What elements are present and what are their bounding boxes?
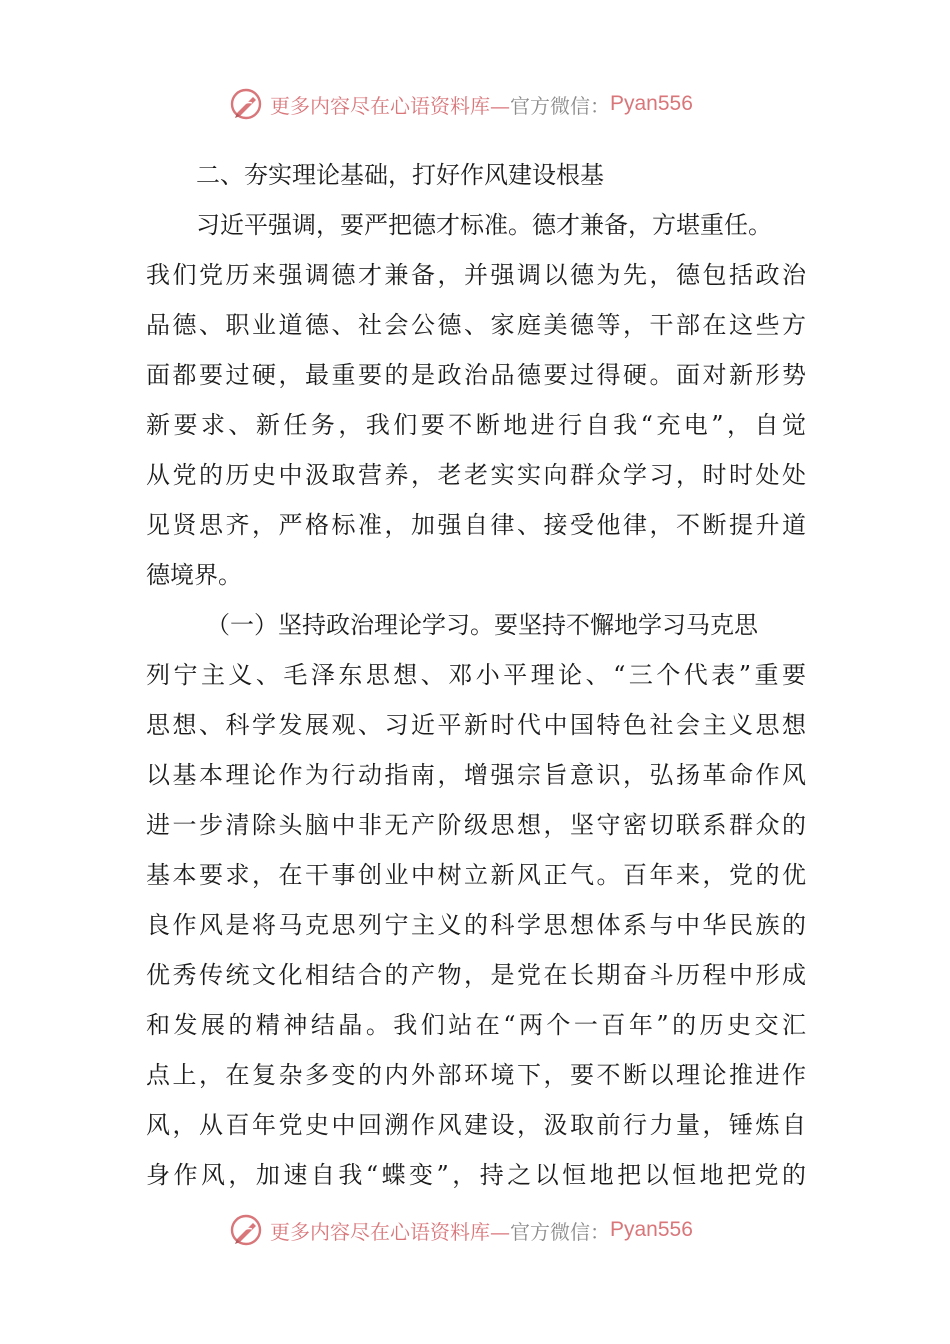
- paragraph-2-line-9: 和发展的精神结晶。我们站在“两个一百年”的历史交汇: [146, 1011, 806, 1039]
- paragraph-2-line-10: 点上，在复杂多变的内外部环境下，要不断以理论推进作: [146, 1061, 806, 1089]
- paragraph-2-line-2: 列宁主义、毛泽东思想、邓小平理论、“三个代表”重要: [146, 661, 806, 689]
- paragraph-1-line-3: 品德、职业道德、社会公德、家庭美德等，干部在这些方: [146, 311, 806, 339]
- paragraph-2-line-1: （一）坚持政治理论学习。要坚持不懈地学习马克思: [206, 611, 758, 639]
- watermark-main-text: 更多内容尽在心语资料库—: [270, 93, 510, 118]
- watermark-banner-top: [228, 82, 748, 126]
- section-heading: 二、夯实理论基础，打好作风建设根基: [196, 161, 604, 189]
- watermark-wechat-id: Pyan556: [610, 1218, 693, 1241]
- paragraph-1-line-6: 从党的历史中汲取营养，老老实实向群众学习，时时处处: [146, 461, 806, 489]
- paragraph-2-line-5: 进一步清除头脑中非无产阶级思想，坚守密切联系群众的: [146, 811, 806, 839]
- paragraph-2-line-3: 思想、科学发展观、习近平新时代中国特色社会主义思想: [146, 711, 806, 739]
- paragraph-1-line-4: 面都要过硬，最重要的是政治品德要过得硬。面对新形势: [146, 361, 806, 389]
- paragraph-1-line-7: 见贤思齐，严格标准，加强自律、接受他律，不断提升道: [146, 511, 806, 539]
- paragraph-2-line-7: 良作风是将马克思列宁主义的科学思想体系与中华民族的: [146, 911, 806, 939]
- paragraph-2-line-11: 风，从百年党史中回溯作风建设，汲取前行力量，锤炼自: [146, 1111, 806, 1139]
- pen-circle-logo-icon: [228, 1212, 264, 1248]
- paragraph-1-line-5: 新要求、新任务，我们要不断地进行自我“充电”，自觉: [146, 411, 806, 439]
- watermark-official-label: 官方微信：: [510, 1219, 610, 1244]
- paragraph-2-line-12: 身作风，加速自我“蝶变”，持之以恒地把以恒地把党的: [146, 1161, 806, 1189]
- paragraph-2-line-6: 基本要求，在干事创业中树立新风正气。百年来，党的优: [146, 861, 806, 889]
- paragraph-2-line-8: 优秀传统文化相结合的产物，是党在长期奋斗历程中形成: [146, 961, 806, 989]
- watermark-banner-bottom: [228, 1208, 748, 1252]
- watermark-official-label: 官方微信：: [510, 93, 610, 118]
- paragraph-2-line-4: 以基本理论作为行动指南，增强宗旨意识，弘扬革命作风: [146, 761, 806, 789]
- pen-circle-logo-icon: [228, 86, 264, 122]
- paragraph-1-line-1: 习近平强调，要严把德才标准。德才兼备，方堪重任。: [196, 211, 772, 239]
- document-body: [146, 150, 806, 1200]
- paragraph-1-line-8: 德境界。: [146, 561, 242, 589]
- paragraph-1-line-2: 我们党历来强调德才兼备，并强调以德为先，德包括政治: [146, 261, 806, 289]
- watermark-wechat-id: Pyan556: [610, 92, 693, 115]
- watermark-main-text: 更多内容尽在心语资料库—: [270, 1219, 510, 1244]
